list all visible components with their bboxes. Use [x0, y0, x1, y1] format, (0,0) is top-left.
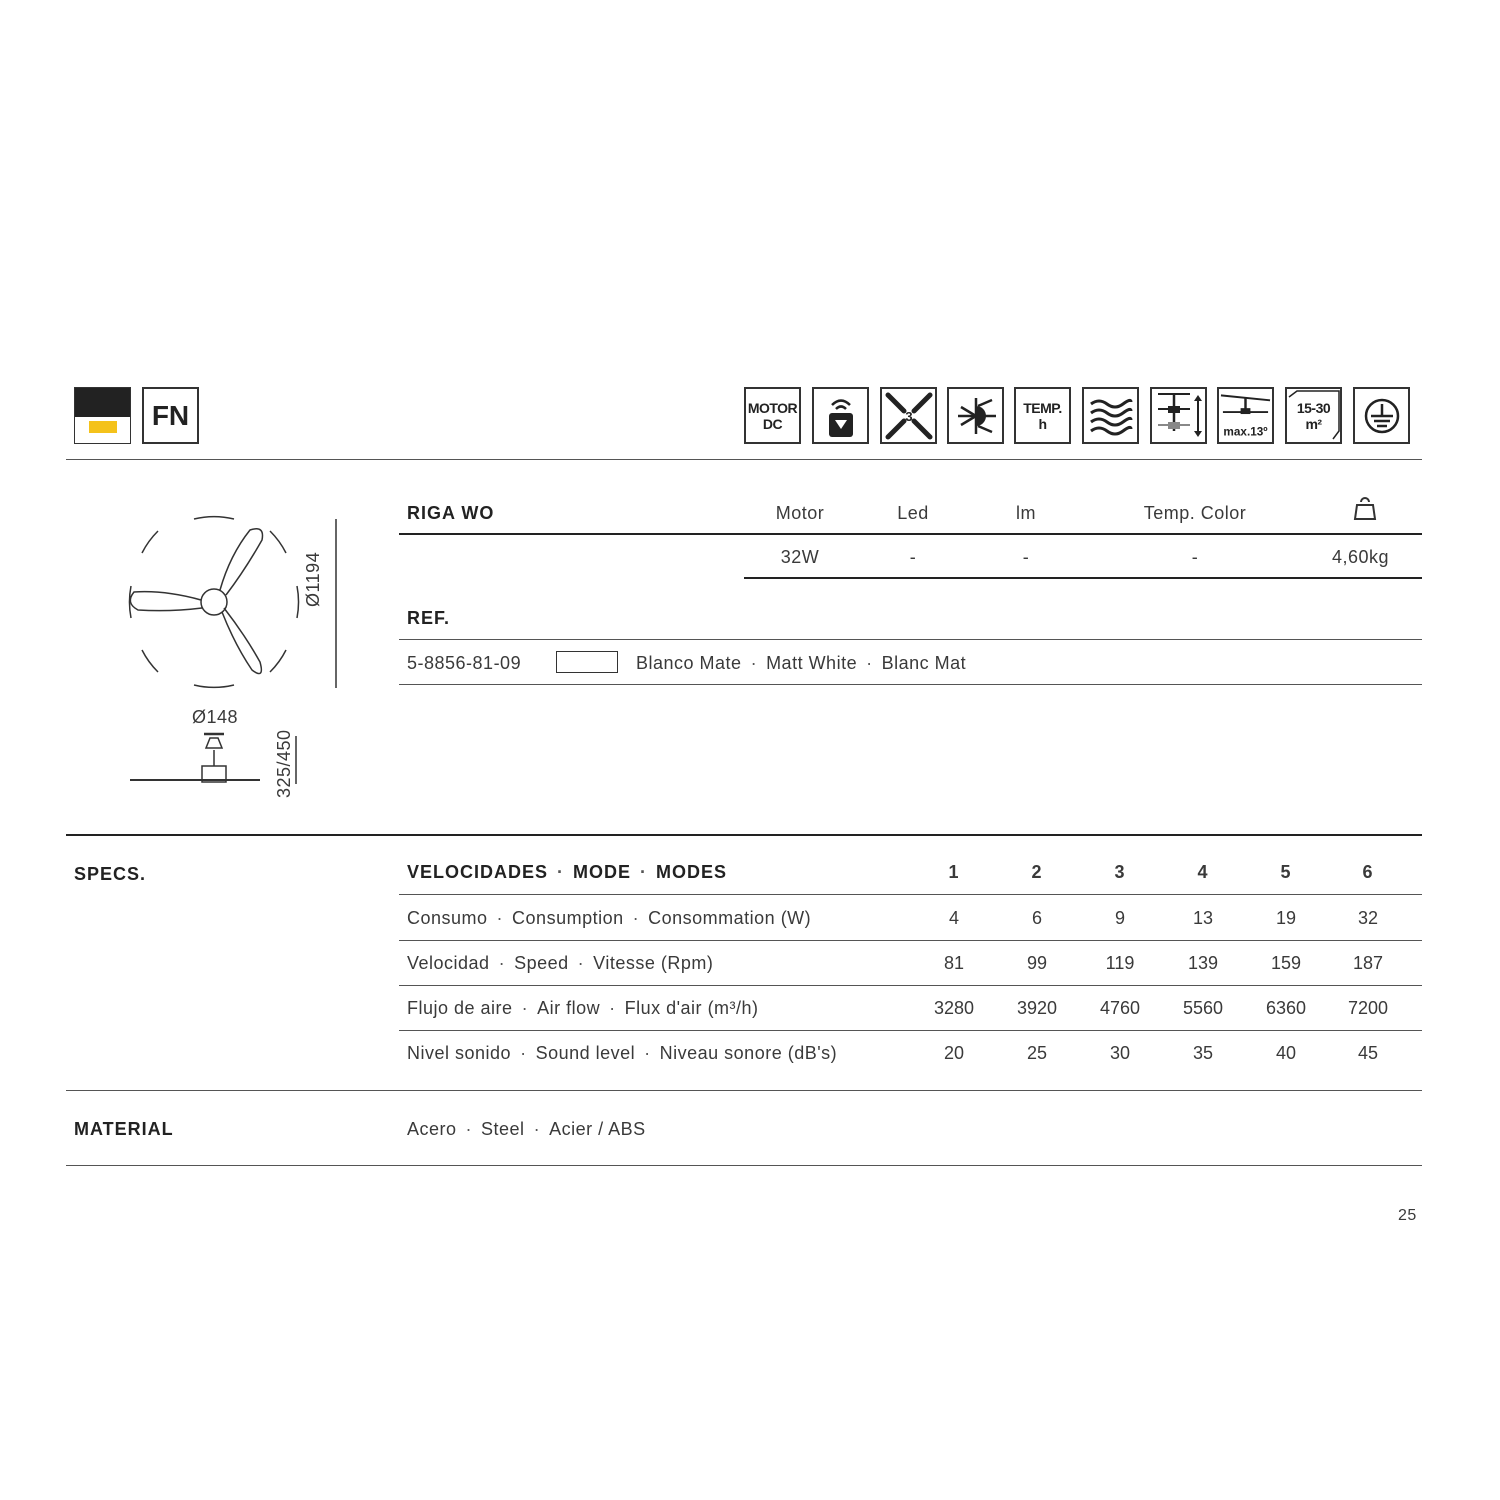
spec-row-label: Flujo de aire · Air flow · Flux d'air (m³/h)	[407, 998, 759, 1018]
material-divider-top	[66, 1090, 1422, 1091]
speeds-fr: MODES	[656, 862, 728, 882]
ref-title: REF.	[407, 608, 451, 628]
table-cell: 4760	[1099, 998, 1141, 1018]
motor-diameter-label: Ø148	[192, 707, 239, 727]
material-title: MATERIAL	[74, 1119, 174, 1139]
col-temp-color: Temp. Color	[1143, 503, 1247, 523]
table-cell: 99	[1026, 953, 1048, 973]
material-description: Acero · Steel · Acier / ABS	[407, 1119, 646, 1139]
fan-technical-drawing	[110, 500, 370, 810]
finish-fr: Blanc Mat	[881, 653, 967, 673]
specs-divider-top	[66, 834, 1422, 836]
spec-label-en: Air flow	[537, 998, 601, 1018]
three-blades-icon	[880, 387, 937, 444]
height-adjust-icon	[1150, 387, 1207, 444]
spec-row-label: Nivel sonido · Sound level · Niveau sonore (dB's)	[407, 1043, 838, 1063]
diameter-label: Ø1194	[303, 551, 323, 607]
table-cell: 30	[1109, 1043, 1131, 1063]
spec-label-en: Speed	[514, 953, 569, 973]
timer-label: TEMP. h	[1023, 399, 1062, 432]
table-cell: 7200	[1347, 998, 1389, 1018]
finish-en: Matt White	[766, 653, 858, 673]
table-cell: 5560	[1182, 998, 1224, 1018]
table-cell: 4	[948, 908, 959, 928]
col-lm: lm	[1016, 503, 1036, 523]
air-flow-icon	[1082, 387, 1139, 444]
material-fr: Acier / ABS	[549, 1119, 646, 1139]
weight-value: 4,60kg	[1332, 547, 1390, 567]
table-cell: 40	[1275, 1043, 1297, 1063]
table-cell: 6	[1031, 908, 1042, 928]
table-cell: 81	[943, 953, 965, 973]
specs-header-label: VELOCIDADES · MODE · MODES	[407, 862, 728, 882]
light-color-swatch-icon	[74, 387, 131, 444]
spec-unit: (dB's)	[787, 1043, 838, 1063]
material-es: Acero	[407, 1119, 457, 1139]
table-cell: 32	[1357, 908, 1379, 928]
weight-icon	[1352, 496, 1378, 522]
lm-value: -	[1022, 547, 1030, 567]
speed-header-6: 6	[1362, 862, 1374, 882]
spec-label-fr: Vitesse	[593, 953, 656, 973]
speed-header-2: 2	[1031, 862, 1043, 882]
ground-class-icon	[1353, 387, 1410, 444]
specs-header-divider	[399, 894, 1422, 895]
spec-label-es: Consumo	[407, 908, 488, 928]
speeds-es: VELOCIDADES	[407, 862, 549, 882]
table-cell: 19	[1275, 908, 1297, 928]
motor-dc-icon	[744, 387, 801, 444]
spec-label-es: Flujo de aire	[407, 998, 513, 1018]
ref-divider-top	[399, 639, 1422, 640]
finish-description: Blanco Mate · Matt White · Blanc Mat	[636, 653, 967, 673]
spec-label-en: Consumption	[512, 908, 624, 928]
table-cell: 187	[1352, 953, 1384, 973]
finish-es: Blanco Mate	[636, 653, 742, 673]
page-number: 25	[1398, 1207, 1417, 1224]
spec-row-label: Consumo · Consumption · Consommation (W)	[407, 908, 812, 928]
row-divider	[399, 1030, 1422, 1031]
spec-unit: (m³/h)	[707, 998, 759, 1018]
motor-dc-label: MOTOR DC	[747, 399, 798, 432]
row-divider	[399, 985, 1422, 986]
material-en: Steel	[481, 1119, 525, 1139]
room-size-icon	[1285, 387, 1342, 444]
height-label: 325/450	[274, 729, 294, 798]
table-cell: 3920	[1016, 998, 1058, 1018]
table-cell: 3280	[933, 998, 975, 1018]
table-cell: 45	[1357, 1043, 1379, 1063]
slope-ceiling-icon	[1217, 387, 1274, 444]
table-cell: 119	[1105, 953, 1135, 973]
temp-color-value: -	[1191, 547, 1199, 567]
summer-winter-icon	[947, 387, 1004, 444]
product-name: RIGA WO	[407, 503, 495, 523]
remote-control-icon	[812, 387, 869, 444]
speed-header-5: 5	[1280, 862, 1292, 882]
product-header-divider	[399, 533, 1422, 535]
spec-label-en: Sound level	[535, 1043, 636, 1063]
table-cell: 159	[1270, 953, 1302, 973]
spec-label-fr: Flux d'air	[624, 998, 703, 1018]
led-value: -	[909, 547, 917, 567]
header-divider	[66, 459, 1422, 460]
spec-unit: (W)	[780, 908, 812, 928]
col-led: Led	[897, 503, 929, 523]
table-cell: 25	[1026, 1043, 1048, 1063]
timer-icon	[1014, 387, 1071, 444]
col-motor: Motor	[775, 503, 825, 523]
material-divider-bottom	[66, 1165, 1422, 1166]
svg-text:max.13º: max.13º	[1223, 425, 1268, 439]
spec-row-label: Velocidad · Speed · Vitesse (Rpm)	[407, 953, 714, 973]
spec-label-fr: Niveau sonore	[659, 1043, 783, 1063]
table-cell: 6360	[1265, 998, 1307, 1018]
svg-text:3: 3	[904, 408, 913, 424]
ref-divider-bottom	[399, 684, 1422, 685]
ref-code: 5-8856-81-09	[407, 653, 522, 673]
spec-label-es: Velocidad	[407, 953, 490, 973]
table-cell: 9	[1114, 908, 1125, 928]
speed-header-3: 3	[1114, 862, 1126, 882]
room-size-label: 15-30 m²	[1296, 399, 1331, 432]
row-divider	[399, 940, 1422, 941]
speed-header-1: 1	[948, 862, 960, 882]
spec-unit: (Rpm)	[660, 953, 714, 973]
finish-color-swatch	[556, 651, 618, 673]
spec-label-fr: Consommation	[648, 908, 776, 928]
product-values-divider	[744, 577, 1422, 579]
table-cell: 20	[943, 1043, 965, 1063]
table-cell: 13	[1192, 908, 1214, 928]
specs-title: SPECS.	[74, 864, 147, 884]
family-code-badge: FN	[142, 387, 199, 444]
motor-value: 32W	[780, 547, 820, 567]
spec-label-es: Nivel sonido	[407, 1043, 512, 1063]
speeds-en: MODE	[573, 862, 632, 882]
table-cell: 139	[1187, 953, 1219, 973]
speed-header-4: 4	[1197, 862, 1209, 882]
table-cell: 35	[1192, 1043, 1214, 1063]
